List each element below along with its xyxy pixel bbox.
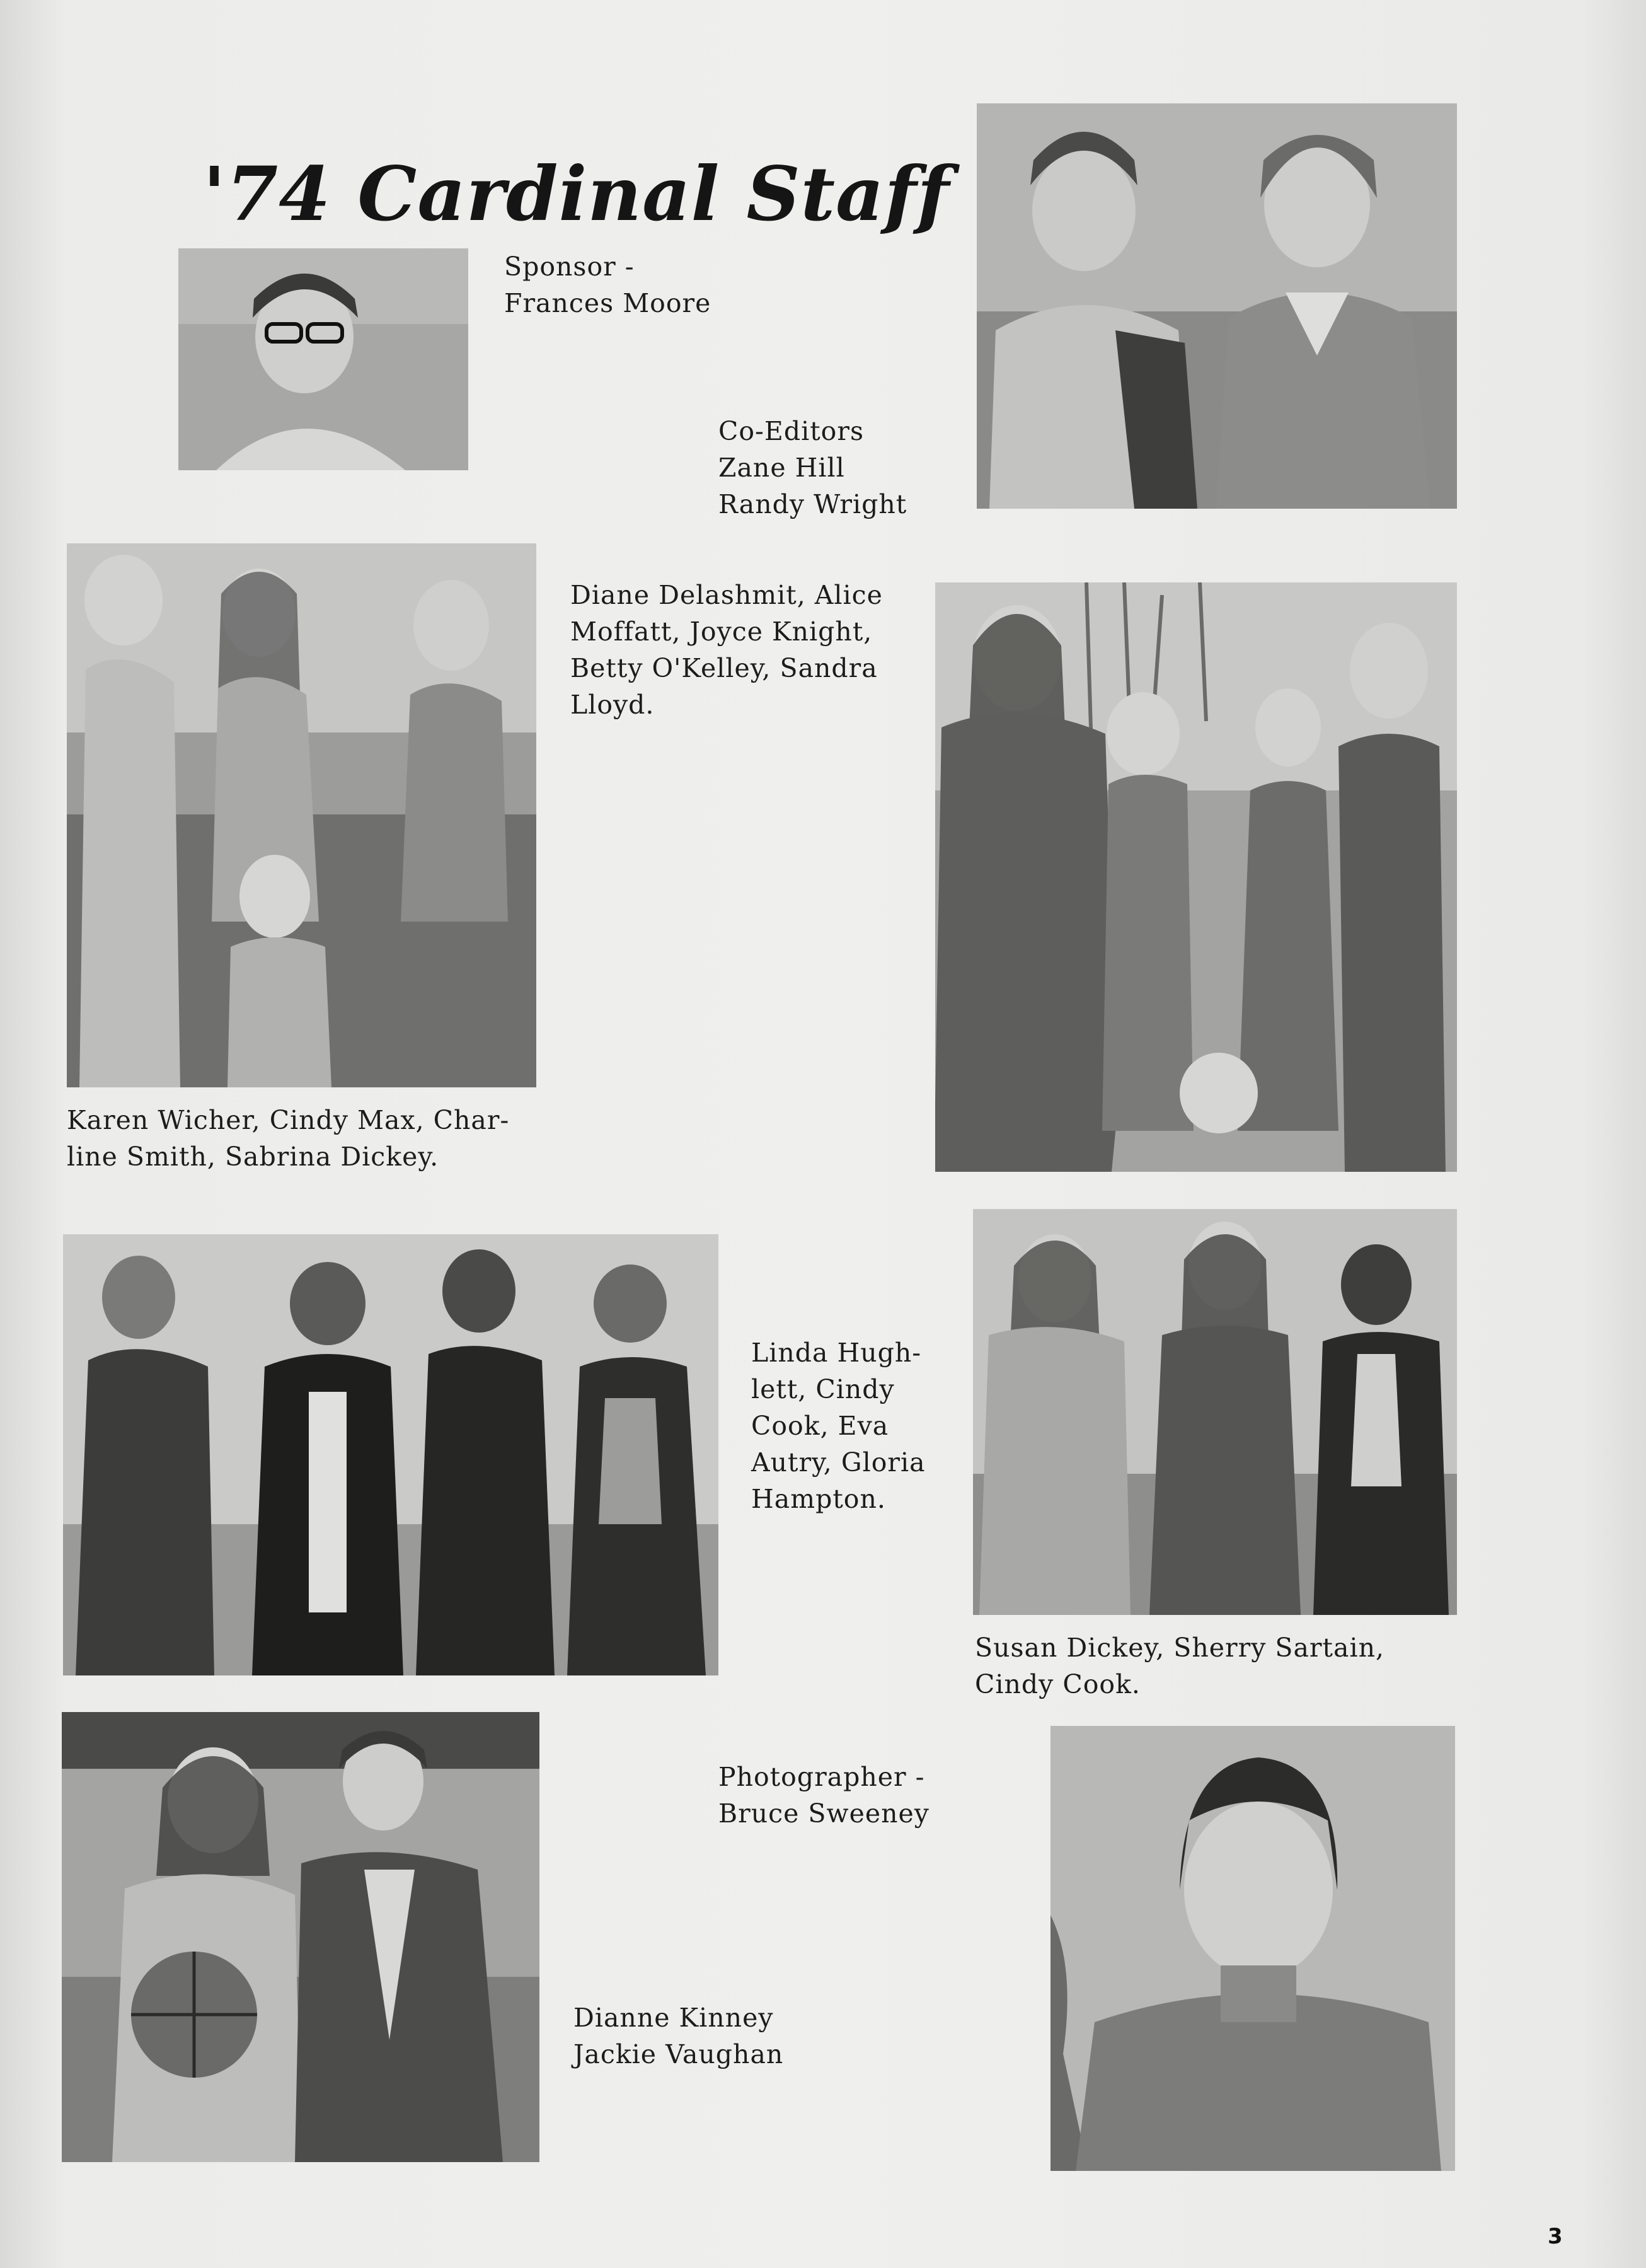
group-susan-caption (975, 1629, 1384, 1703)
dianne-caption (573, 1999, 783, 2073)
group-karen-caption-line: line Smith, Sabrina Dickey. (67, 1142, 439, 1172)
photographer-caption-line: Photographer - (718, 1762, 925, 1792)
group-four-girls-jackets-photo (63, 1234, 718, 1675)
dianne-caption-line: Dianne Kinney (573, 2003, 774, 2033)
group-diane-caption-line: Lloyd. (570, 690, 655, 720)
group-linda-caption-line: lett, Cindy (751, 1374, 895, 1404)
group-susan-caption-line: Susan Dickey, Sherry Sartain, (975, 1633, 1385, 1663)
sponsor-caption-line: Sponsor - (504, 252, 635, 282)
group-karen-caption (67, 1102, 509, 1175)
group-linda-caption-line: Autry, Gloria (751, 1447, 926, 1478)
group-five-girls-photo (935, 582, 1457, 1172)
group-linda-caption-line: Linda Hugh- (751, 1338, 922, 1368)
group-susan-caption-line: Cindy Cook. (975, 1669, 1141, 1699)
photographer-caption-line: Bruce Sweeney (718, 1798, 929, 1829)
photographer-caption (718, 1759, 929, 1832)
coeditors-caption-line: Zane Hill (718, 453, 845, 483)
group-linda-caption (751, 1334, 926, 1517)
couple-basketball-photo (62, 1712, 539, 2162)
group-karen-caption-line: Karen Wicher, Cindy Max, Char- (67, 1105, 510, 1135)
group-diane-caption-line: Diane Delashmit, Alice (570, 580, 883, 610)
sponsor-caption (504, 248, 711, 321)
sponsor-caption-line: Frances Moore (504, 288, 711, 318)
coeditors-photo (977, 103, 1457, 509)
coeditors-caption (718, 413, 907, 523)
photographer-portrait-photo (1050, 1726, 1455, 2171)
group-diane-caption-line: Moffatt, Joyce Knight, (570, 616, 873, 647)
group-linda-caption-line: Hampton. (751, 1484, 886, 1514)
page-title: '74 Cardinal Staff (203, 150, 950, 238)
group-diane-caption (570, 577, 883, 723)
group-linda-caption-line: Cook, Eva (751, 1411, 889, 1441)
group-diane-caption-line: Betty O'Kelley, Sandra (570, 653, 878, 683)
dianne-caption-line: Jackie Vaughan (573, 2039, 784, 2069)
page-number: 3 (1548, 2224, 1563, 2249)
group-four-girls-photo (67, 543, 536, 1087)
coeditors-caption-line: Co-Editors (718, 416, 864, 446)
coeditors-caption-line: Randy Wright (718, 489, 907, 519)
group-three-girls-photo (973, 1209, 1457, 1615)
sponsor-photo (178, 248, 468, 470)
